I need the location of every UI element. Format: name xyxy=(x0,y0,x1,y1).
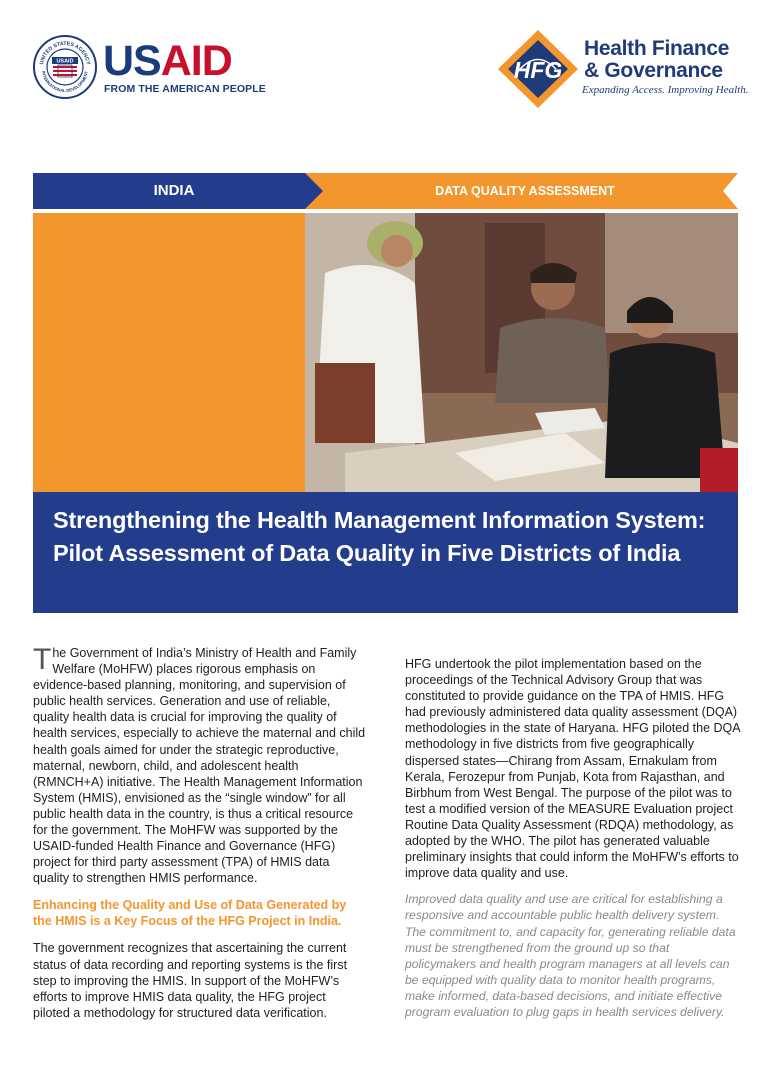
hero-photo-health-workers xyxy=(305,213,738,492)
hfg-diamond-logo xyxy=(496,28,580,110)
banner-topic: DATA QUALITY ASSESSMENT xyxy=(435,184,615,198)
hfg-tagline: Expanding Access. Improving Health. xyxy=(582,84,749,96)
seal-bottom-text: INTERNATIONAL DEVELOPMENT xyxy=(41,70,89,94)
usaid-word-us: US xyxy=(103,37,161,85)
hfg-mark-text: HFG xyxy=(513,57,563,83)
hfg-name-line1: Health Finance xyxy=(584,37,730,60)
intro-dropcap: T xyxy=(33,643,52,676)
paragraph-2: The government recognizes that ascertaining the current status of data recording and reporting systems is the first step to improving the HMIS. In support of the MoHFW’s efforts to improve HMIS data quality, the HFG project piloted a methodology for structured data verification. xyxy=(33,941,348,1020)
banner-country: INDIA xyxy=(153,182,195,199)
seal-top-text: UNITED STATES AGENCY xyxy=(39,40,91,66)
section-subheading: Enhancing the Quality and Use of Data Generated by the HMIS is a Key Focus of the HFG Project in India. xyxy=(33,898,347,929)
right-column xyxy=(405,656,742,1020)
intro-paragraph xyxy=(33,645,366,886)
usaid-tagline: FROM THE AMERICAN PEOPLE xyxy=(104,83,266,95)
usaid-word-aid: AID xyxy=(160,37,232,85)
page-title: Strengthening the Health Management Information System: Pilot Assessment of Data Quality in Five Districts of India xyxy=(53,507,706,566)
hfg-name-line2: & Governance xyxy=(584,59,723,82)
hero-orange-panel xyxy=(33,213,305,492)
intro-text: he Government of India’s Ministry of Health and Family Welfare (MoHFW) places rigorous emphasis on evidence-based planning, monitoring, and supervision of public health services. Generation and use of reliable, quality health data is crucial for improving the quality of health services, especially to achieve the maternal and child health goals aimed for under the strategic reproductive, maternal, newborn, child, and adolescent health (RMNCH+A) initiative. The Health Management Information System (HMIS), envisioned as the “single window” for all public health data in the country, is thus a critical resource for the government. The MoHFW was supported by the USAID-funded Health Finance and Governance (HFG) project for third party assessment (TPA) of HMIS data quality to strengthen HMIS performance. xyxy=(33,646,366,886)
pull-quote: Improved data quality and use are critical for establishing a responsive and accountable public health delivery system. The commitment to, and capacity for, generating reliable data must be strengthened from the ground up so that policymakers and health program managers at all levels can be equipped with quality data to monitor health programs, make informed, data-based decisions, and initiate effective program evaluation to plug gaps in health services delivery. xyxy=(405,892,736,1019)
usaid-seal-logo xyxy=(33,35,97,99)
seal-center-text: USAID xyxy=(56,58,74,65)
left-column xyxy=(33,645,366,1021)
right-paragraph-1: HFG undertook the pilot implementation based on the proceedings of the Technical Advisory Group that was constituted to provide guidance on the TPA of HMIS. HFG had previously administered data quality assessment (DQA) methodologies in the state of Haryana. HFG piloted the DQA methodology in five districts from five geographically dispersed states—Chirang from Assam, Ernakulam from Kerala, Ferozepur from Punjab, Kota from Rajasthan, and Birbhum from West Bengal. The purpose of the pilot was to test a modified version of the MEASURE Evaluation project Routine Data Quality Assessment (RDQA) methodology, as adopted by the WHO. The pilot has generated valuable preliminary insights that could inform the MoHFW’s efforts to improve data quality and use. xyxy=(405,657,740,881)
usaid-wordmark xyxy=(103,38,232,84)
